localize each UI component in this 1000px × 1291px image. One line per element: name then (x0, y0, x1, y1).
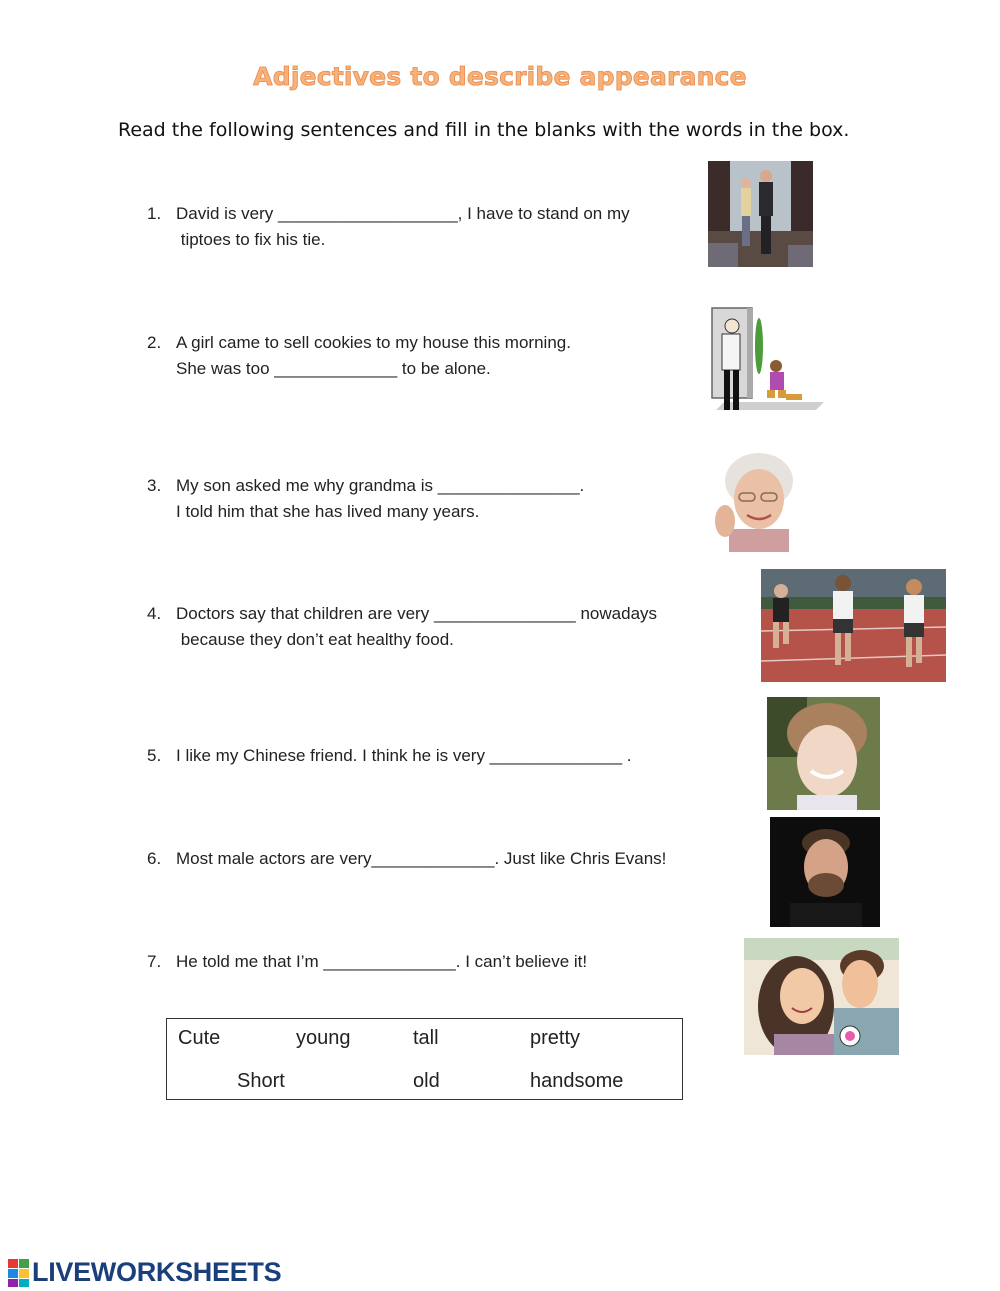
question-3 (147, 473, 584, 525)
question-number: 6. (147, 849, 162, 868)
word-option: pretty (530, 1027, 581, 1049)
question-text-line2: She was too _____________ to be alone. (176, 359, 491, 378)
tall-man-photo-icon (708, 161, 813, 267)
question-text-line1: Doctors say that children are very _______________ nowadays (176, 604, 658, 623)
grandmother-photo-icon (699, 449, 815, 552)
question-text-line1: Most male actors are very_____________. Just like Chris Evans! (176, 849, 667, 868)
word-option: old (413, 1070, 440, 1092)
instructions: Read the following sentences and fill in the blanks with the words in the box. (118, 119, 850, 141)
chris-evans-photo-icon (770, 817, 880, 927)
question-2 (147, 330, 571, 382)
question-1 (147, 201, 630, 253)
smiling-young-man-photo-icon (767, 697, 880, 810)
question-4 (147, 601, 657, 653)
question-text-line1: David is very ___________________, I have to stand on my (176, 204, 630, 223)
question-text-line2: I told him that she has lived many years. (176, 502, 480, 521)
question-text-line1: A girl came to sell cookies to my house this morning. (176, 333, 571, 352)
question-7 (147, 949, 587, 975)
word-option: young (296, 1027, 351, 1049)
question-text-line2: tiptoes to fix his tie. (176, 230, 326, 249)
word-option: handsome (530, 1070, 624, 1092)
girl-selling-cookies-illustration-icon (704, 306, 824, 416)
question-number: 7. (147, 952, 162, 971)
word-option: tall (413, 1027, 439, 1049)
question-number: 1. (147, 204, 162, 223)
question-5 (147, 743, 632, 769)
question-text-line1: I like my Chinese friend. I think he is very ______________ . (176, 746, 632, 765)
couple-illustration-icon (744, 938, 899, 1055)
page-title: Adjectives to describe appearance (253, 62, 747, 91)
brand-name[interactable]: LIVEWORKSHEETS (32, 1257, 282, 1287)
question-number: 3. (147, 476, 162, 495)
children-running-photo-icon (761, 569, 946, 682)
word-box (166, 1018, 683, 1100)
word-option: Cute (178, 1027, 221, 1049)
word-option: Short (237, 1070, 285, 1092)
question-number: 5. (147, 746, 162, 765)
question-text-line1: He told me that I’m ______________. I can’t believe it! (176, 952, 588, 971)
question-6 (147, 846, 666, 872)
question-number: 4. (147, 604, 162, 623)
question-text-line1: My son asked me why grandma is _______________. (176, 476, 585, 495)
question-number: 2. (147, 333, 162, 352)
question-text-line2: because they don’t eat healthy food. (176, 630, 454, 649)
liveworksheets-logo-icon (8, 1258, 30, 1288)
